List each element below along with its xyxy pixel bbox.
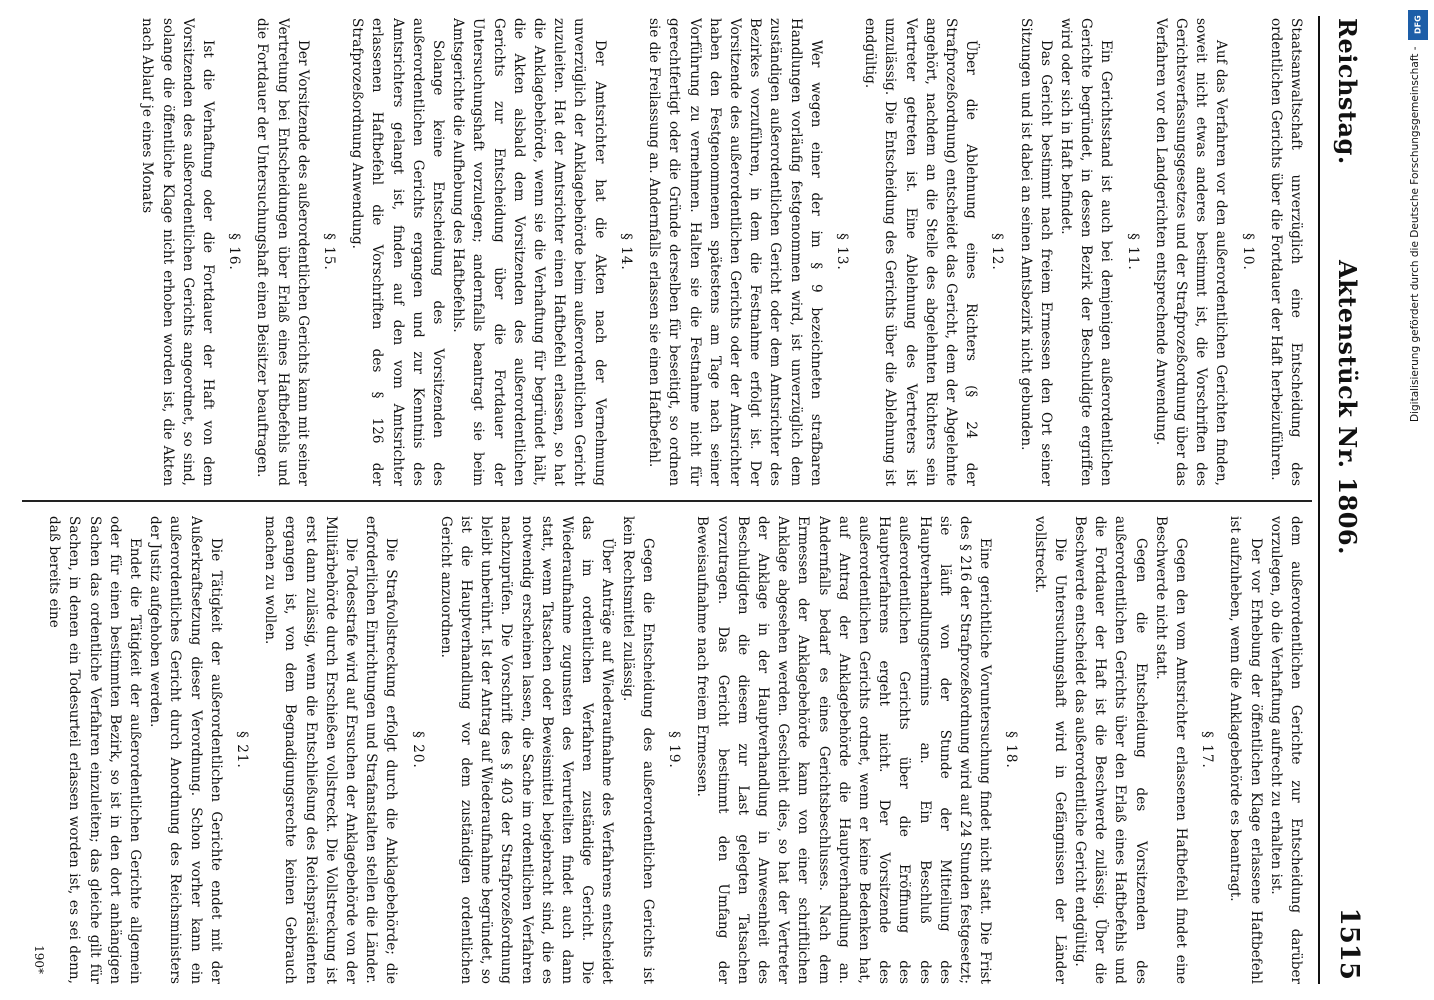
paragraph: Über Anträge auf Wiederaufnahme des Verfahrens entscheidet das im ordentlichen Verfahren zuständige Gericht. Die Wiederaufnahme zugunsten des Verurteilten findet auch dann statt, wenn Tatsachen oder Beweismittel beigebracht sind, die es notwendig erscheinen lassen, die Sache im ordentlichen Verfahren nachzuprüfen. Die Vorschrift des § 403 der Strafprozeßordnung bleibt unberührt. Ist der Antrag auf Wiederaufnahme begründet, so ist die Hauptverhandlung vor dem zuständigen ordentlichen Gericht anzuordnen. (437, 516, 616, 984)
dfg-logo-icon: DFG (1408, 10, 1428, 40)
paragraph: Solange keine Entscheidung des Vorsitzenden des außerordentlichen Gerichts ergangen und zur Kenntnis des Amtsrichters gelangt ist, finden auf den vom Amtsrichter erlassenen Haftbefehl die Vorschriften des § 126 der Strafprozeßordnung Anwendung. (349, 18, 447, 486)
paragraph: Die Tätigkeit der außerordentlichen Gerichte endet mit der Außerkraftsetzung dieser Verordnung. Schon vorher kann ein außerordentliches Gericht durch Anordnung des Reichsministers der Justiz aufgehoben werden. (147, 516, 224, 984)
header-aktenstueck: Aktenstück Nr. 1806. (1333, 260, 1362, 555)
section-heading-14: § 14. (617, 233, 634, 271)
header-reichstag: Reichstag. (1333, 18, 1362, 165)
section-heading-18: § 18. (1003, 731, 1020, 769)
signature-mark: 190* (32, 945, 46, 974)
paragraph: Gegen den vom Amtsrichter erlassenen Haftbefehl findet eine Beschwerde nicht statt. (1152, 516, 1189, 984)
paragraph: Endet die Tätigkeit der außerordentlichen Gerichte allgemein oder für einen bestimmten Bezirk, so ist in den dort anhängigen Sachen das ordentliche Verfahren einzuleiten; das gleiche gilt für Sachen, in denen ein Todesurteil erlassen worden ist, es sei denn, daß bereits eine (46, 516, 144, 984)
section-heading-12: § 12. (989, 233, 1006, 271)
section-heading-21: § 21. (234, 731, 251, 769)
section-heading-17: § 17. (1199, 731, 1216, 769)
paragraph: Der vor Erhebung der öffentlichen Klage erlassene Haftbefehl ist aufzuheben, wenn die Anklagebehörde es beantragt. (1227, 516, 1264, 984)
section-heading-20: § 20. (409, 731, 426, 769)
paragraph: Staatsanwaltschaft unverzüglich eine Entscheidung des ordentlichen Gerichts über die Fortdauer der Haft herbeizuführen. (1267, 18, 1304, 486)
paragraph: Auf das Verfahren vor den außerordentlichen Gerichten finden, soweit nicht etwas anderes bestimmt ist, die Vorschriften des Gerichtsverfassungsgesetzes und der Strafprozeßordnung über das Verfahren vor den Landgerichten entsprechende Anwendung. (1152, 18, 1230, 486)
section-heading-10: § 10. (1239, 233, 1256, 271)
stamp-text: Digitalisierung gefördert durch die Deutsche Forschungsgemeinschaft - (1409, 46, 1421, 422)
paragraph: Gegen die Entscheidung des außerordentlichen Gerichts ist kein Rechtsmittel zulässig. (619, 516, 656, 984)
column-divider (22, 500, 1312, 502)
paragraph: Eine gerichtliche Voruntersuchung findet nicht statt. Die Frist des § 216 der Strafprozeßordnung wird auf 24 Stunden festgesetzt; sie läuft von der Stunde der Mitteilung des Hauptverhandlungstermins an. Ein Beschluß des außerordentlichen Gerichts über die Eröffnung des Hauptverfahrens ergeht nicht. Der Vorsitzende des außerordentlichen Gerichts ordnet, wenn er keine Bedenken hat, auf Antrag der Anklagebehörde die Hauptverhandlung an. Andernfalls bedarf es eines Gerichtsbeschlusses. Nach dem Ermessen der Anklagebehörde kann von einer schriftlichen Anklage abgesehen werden. Geschieht dies, so hat der Vertreter der Anklage in der Hauptverhandlung in Anwesenheit des Beschuldigten die diesem zur Last gelegten Tatsachen vorzutragen. Das Gericht bestimmt den Umfang der Beweisaufnahme nach freiem Ermessen. (694, 516, 994, 984)
paragraph: Über die Ablehnung eines Richters (§ 24 der Strafprozeßordnung) entscheidet das Gericht, dem der Abgelehnte angehört, nachdem an die Stelle des abgelehnten Richters sein Vertreter getreten ist. Eine Ablehnung des Vertreters ist unzulässig. Die Entscheidung des Gerichts über die Ablehnung ist endgültig. (862, 18, 980, 486)
paragraph: Die Todesstrafe wird auf Ersuchen der Anklagebehörde von der Militärbehörde durch Erschießen vollstreckt. Die Vollstreckung ist erst dann zulässig, wenn die Entschließung des Reichspräsidenten ergangen ist, von dem Begnadigungsrechte keinen Gebrauch machen zu wollen. (262, 516, 360, 984)
right-column (36, 516, 1306, 984)
paragraph: Die Untersuchungshaft wird in Gefängnissen der Länder vollstreckt. (1031, 516, 1068, 984)
document-page (8, 0, 1378, 1000)
paragraph: Die Strafvollstreckung erfolgt durch die Anklagebehörde; die erforderlichen Einrichtungen und Strafanstalten stellen die Länder. (363, 516, 400, 984)
paragraph: Ein Gerichtsstand ist auch bei demjenigen außerordentlichen Gerichte begründet, in dessen Bezirk der Beschuldigte ergriffen wird oder sich in Haft befindet. (1057, 18, 1115, 486)
paragraph: Der Vorsitzende des außerordentlichen Gerichts kann mit seiner Vertretung bei Entscheidungen über Erlaß eines Haftbefehls und die Fortdauer der Untersuchungshaft einen Beisitzer beauftragen. (254, 18, 311, 486)
section-heading-16: § 16. (226, 233, 243, 271)
paragraph: Wer wegen einer der im § 9 bezeichneten strafbaren Handlungen vorläufig festgenommen wird, ist unverzüglich dem zuständigen außerordentlichen Gericht oder dem Amtsrichter des Bezirkes vorzuführen, in dem die Festnahme erfolgt ist. Der Vorsitzende des außerordentlichen Gerichts oder der Amtsrichter haben den Festgenommenen spätestens am Tage nach seiner Vorführung zu vernehmen. Halten sie die Festnahme nicht für gerechtfertigt oder die Gründe derselben für beseitigt, so ordnen sie die Freilassung an. Andernfalls erlassen sie einen Haftbefehl. (646, 18, 824, 486)
paragraph: Der Amtsrichter hat die Akten nach der Vernehmung unverzüglich der Anklagebehörde beim außerordentlichen Gericht zuzuleiten. Hat der Amtsrichter einen Haftbefehl erlassen, so hat die Anklagebehörde, wenn sie die Verhaftung für begründet hält, die Akten alsbald dem Vorsitzenden des außerordentlichen Gerichts zur Entscheidung über die Fortdauer der Untersuchungshaft vorzulegen; andernfalls beantragt sie beim Amtsgerichte die Aufhebung des Haftbefehls. (450, 18, 608, 486)
paragraph: Das Gericht bestimmt nach freiem Ermessen den Ort seiner Sitzungen und ist dabei an seinen Amtsbezirk nicht gebunden. (1017, 18, 1054, 486)
paragraph: dem außerordentlichen Gerichte zur Entscheidung darüber vorzulegen, ob die Verhaftung aufrecht zu erhalten ist. (1267, 516, 1304, 984)
digitization-stamp (1406, 6, 1430, 706)
section-heading-19: § 19. (666, 731, 683, 769)
paragraph: Ist die Verhaftung oder die Fortdauer der Haft von dem Vorsitzenden des außerordentlichen Gerichts angeordnet, so sind, solange die öffentliche Klage nicht erhoben worden ist, die Akten nach Ablauf je eines Monats (139, 18, 217, 486)
section-heading-13: § 13. (833, 233, 850, 271)
paragraph: Gegen die Entscheidung des Vorsitzenden des außerordentlichen Gerichts über den Erlaß eines Haftbefehls und die Fortdauer der Haft ist die Beschwerde zulässig. Über die Beschwerde entscheidet das außerordentliche Gericht endgültig. (1071, 516, 1149, 984)
left-column (36, 18, 1306, 486)
header-rule (1318, 16, 1320, 984)
page-number: 1515 (1334, 907, 1364, 980)
page-header (1326, 0, 1366, 1000)
section-heading-11: § 11. (1124, 233, 1141, 271)
section-heading-15: § 15. (321, 233, 338, 271)
